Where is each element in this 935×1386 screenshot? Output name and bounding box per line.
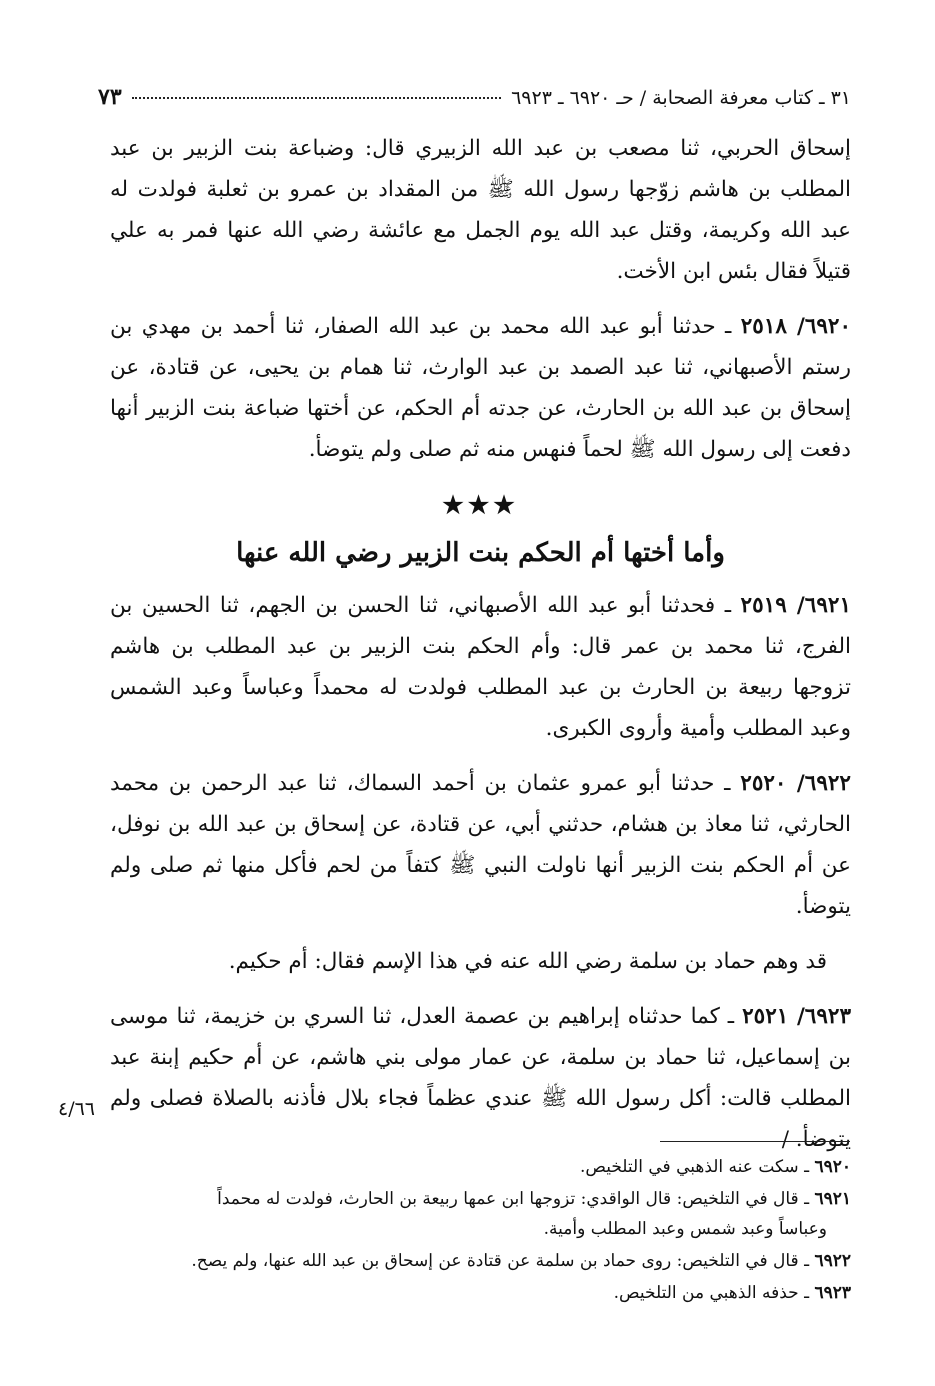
paragraph-continuation [110,128,851,292]
page-number: ٧٣ [98,84,122,110]
footnote-item [110,1246,851,1276]
footnote-separator [660,1141,850,1142]
editor-note: قد وهم حماد بن سلمة رضي الله عنه في هذا الإسم فقال: أم حكيم. [228,949,827,974]
footnote-continuation: وعباساً وعبد شمس وعبد المطلب وأمية. [543,1219,827,1239]
running-title: ٣١ ـ كتاب معرفة الصحابة / حـ ٦٩٢٠ ـ ٦٩٢٣ [511,87,851,109]
footnote-number: ٦٩٢٠ [814,1157,851,1177]
hadith-6922 [110,763,851,927]
hadith-text: ـ كما حدثناه إبراهيم بن عصمة العدل، ثنا السري بن خزيمة، ثنا موسى بن إسماعيل، ثنا حماد بن سلمة، عن عمار مولى بني هاشم، عن أم حكيم إبنة عبد المطلب قالت: أكل رسول الله ﷺ عندي عظماً فجاء بلال فأذنه بالصلاة فصلى ولم يتوضأ. / [110,1004,851,1152]
section-heading: وأما أختها أم الحكم بنت الزبير رضي الله عنها [236,538,725,568]
footnote-text: ـ سكت عنه الذهبي في التلخيص. [579,1157,815,1177]
leader-dots [132,97,501,99]
margin-reference: ٤/٦٦ [58,1098,96,1120]
hadith-6921 [110,585,851,749]
footnote-number: ٦٩٢٢ [814,1251,851,1271]
footnote-item [110,1278,851,1308]
hadith-number: ٦٩٢١/ ٢٥١٩ [740,593,851,618]
hadith-number: ٦٩٢٢/ ٢٥٢٠ [740,771,851,796]
footnote-number: ٦٩٢٣ [814,1283,851,1303]
footnote-item [110,1184,851,1244]
hadith-number: ٦٩٢٣/ ٢٥٢١ [742,1004,851,1029]
hadith-6920 [110,306,851,470]
footnote-text: ـ حذفه الذهبي من التلخيص. [613,1283,815,1303]
hadith-text: ـ حدثنا أبو عبد الله محمد بن عبد الله الصفار، ثنا أحمد بن مهدي بن رستم الأصبهاني، ثنا عبد الصمد بن عبد الوارث، ثنا همام بن يحيى، عن قتادة، عن إسحاق بن عبد الله بن الحارث، عن جدته أم الحكم، عن أختها ضباعة بنت الزبير أنها دفعت إلى رسول الله ﷺ لحماً فنهس منه ثم صلى ولم يتوضأ. [110,314,851,462]
hadith-text: ـ فحدثنا أبو عبد الله الأصبهاني، ثنا الحسن بن الجهم، ثنا الحسين بن الفرج، ثنا محمد بن عمر قال: وأم الحكم بنت الزبير بن عبد المطلب بن هاشم تزوجها ربيعة بن الحارث بن عبد المطلب فولدت له محمداً وعباساً وعبد الشمس وعبد المطلب وأمية وأروى الكبرى. [110,593,851,741]
hadith-text: ـ حدثنا أبو عمرو عثمان بن أحمد السماك، ثنا عبد الرحمن بن محمد الحارثي، ثنا معاذ بن هشام، حدثني أبي، عن قتادة، عن إسحاق بن عبد الله بن نوفل، عن أم الحكم بنت الزبير أنها ناولت النبي ﷺ كتفاً من لحم فأكل منها ثم صلى ولم يتوضأ. [110,771,851,919]
hadith-number: ٦٩٢٠/ ٢٥١٨ [740,314,852,339]
footnote-number: ٦٩٢١ [814,1189,851,1209]
main-text [110,128,851,1174]
page-header [98,84,851,116]
paragraph-text: إسحاق الحربي، ثنا مصعب بن عبد الله الزبيري قال: وضباعة بنت الزبير بن عبد المطلب بن هاشم زوّجها رسول الله ﷺ من المقداد بن عمرو بن ثعلبة فولدت له عبد الله وكريمة، وقتل عبد الله يوم الجمل مع عائشة رضي الله عنها فمر به علي قتيلاً فقال بئس ابن الأخت. [110,136,851,284]
footnote-text: ـ قال في التلخيص: روى حماد بن سلمة عن قتادة عن إسحاق بن عبد الله عنها، ولم يصح. [191,1251,815,1271]
section-divider-stars: ★★★ [442,490,519,519]
footnotes [110,1152,851,1310]
footnote-item [110,1152,851,1182]
hadith-6923 [110,996,851,1160]
footnote-text: ـ قال في التلخيص: قال الواقدي: تزوجها ابن عمها ربيعة بن الحارث، فولدت له محمداً [217,1189,815,1209]
